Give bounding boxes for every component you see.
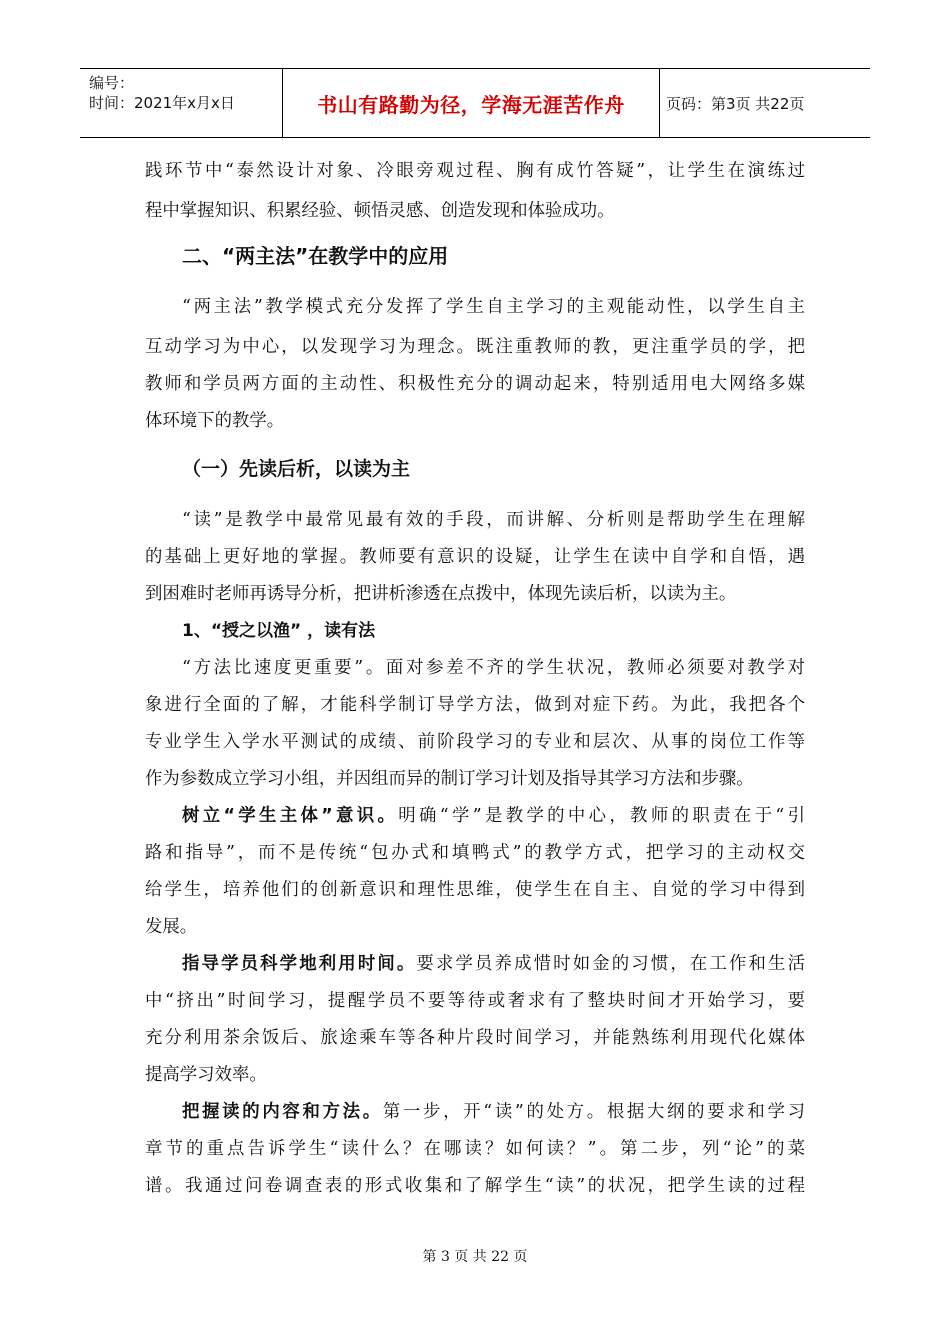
page-header	[80, 68, 870, 138]
text-run: 明确“学”是教学的中心，教师的职责在于“引	[398, 806, 805, 826]
bold-lead: 把握读的内容和方法。	[182, 1102, 383, 1122]
text-line: 路和指导”，而不是传统“包办式和填鸭式”的教学方式，把学习的主动权交	[145, 843, 805, 863]
text-line: 体环境下的教学。	[145, 411, 285, 431]
bold-lead: 指导学员科学地利用时间。	[182, 954, 417, 974]
section-heading: 二、“两主法”在教学中的应用	[182, 244, 449, 268]
text-line: 中“挤出”时间学习，提醒学员不要等待或奢求有了整块时间才开始学习，要	[145, 991, 805, 1011]
text-line: 教师和学员两方面的主动性、积极性充分的调动起来，特别适用电大网络多媒	[145, 374, 805, 394]
text-line	[182, 1101, 805, 1123]
text-line: 到困难时老师再诱导分析，把讲析渗透在点拨中，体现先读后析，以读为主。	[145, 584, 737, 604]
text-line: 象进行全面的了解，才能科学制订导学方法，做到对症下药。为此，我把各个	[145, 695, 805, 715]
text-line: 给学生，培养他们的创新意识和理性思维，使学生在自主、自觉的学习中得到	[145, 880, 805, 900]
header-meta	[80, 69, 282, 137]
bold-lead: 树立“学生主体”意识。	[182, 806, 399, 826]
text-line: “两主法”教学模式充分发挥了学生自主学习的主观能动性，以学生自主	[182, 297, 805, 317]
text-line	[182, 953, 805, 975]
subsection-heading: （一）先读后析，以读为主	[182, 458, 411, 480]
header-page-info: 页码：第3页 共22页	[666, 94, 805, 113]
text-line: 程中掌握知识、积累经验、顿悟灵感、创造发现和体验成功。	[145, 201, 615, 221]
text-line: 充分利用茶余饭后、旅途乘车等各种片段时间学习，并能熟练利用现代化媒体	[145, 1028, 805, 1048]
item-heading: 1、“授之以渔” ，读有法	[182, 621, 376, 641]
text-line: “读”是教学中最常见最有效的手段，而讲解、分析则是帮助学生在理解	[182, 510, 805, 530]
page-footer: 第 3 页 共 22 页	[422, 1249, 528, 1265]
header-motto: 书山有路勤为径，学海无涯苦作舟	[282, 69, 660, 137]
header-number: 编号：	[89, 74, 135, 92]
text-line: 发展。	[145, 917, 198, 937]
text-line: 互动学习为中心，以发现学习为理念。既注重教师的教，更注重学员的学，把	[145, 337, 805, 357]
text-line: 提高学习效率。	[145, 1065, 267, 1085]
text-line: 作为参数成立学习小组，并因组而异的制订学习计划及指导其学习方法和步骤。	[145, 769, 754, 789]
text-run: 要求学员养成惜时如金的习惯，在工作和生活	[416, 954, 805, 974]
text-line: “方法比速度更重要”。面对参差不齐的学生状况，教师必须要对教学对	[182, 658, 805, 678]
text-line: 章节的重点告诉学生“读什么？在哪读？如何读？”。第二步，列“论”的菜	[145, 1139, 805, 1159]
text-run: 第一步，开“读”的处方。根据大纲的要求和学习	[382, 1102, 805, 1122]
text-line: 专业学生入学水平测试的成绩、前阶段学习的专业和层次、从事的岗位工作等	[145, 732, 805, 752]
text-line: 践环节中“泰然设计对象、冷眼旁观过程、胸有成竹答疑”，让学生在演练过	[145, 161, 805, 181]
text-line: 的基础上更好地的掌握。教师要有意识的设疑，让学生在读中自学和自悟，遇	[145, 547, 805, 567]
header-time: 时间：2021年x月x日	[89, 94, 235, 112]
text-line: 谱。我通过问卷调查表的形式收集和了解学生“读”的状况，把学生读的过程	[145, 1176, 805, 1196]
text-line	[182, 805, 805, 827]
